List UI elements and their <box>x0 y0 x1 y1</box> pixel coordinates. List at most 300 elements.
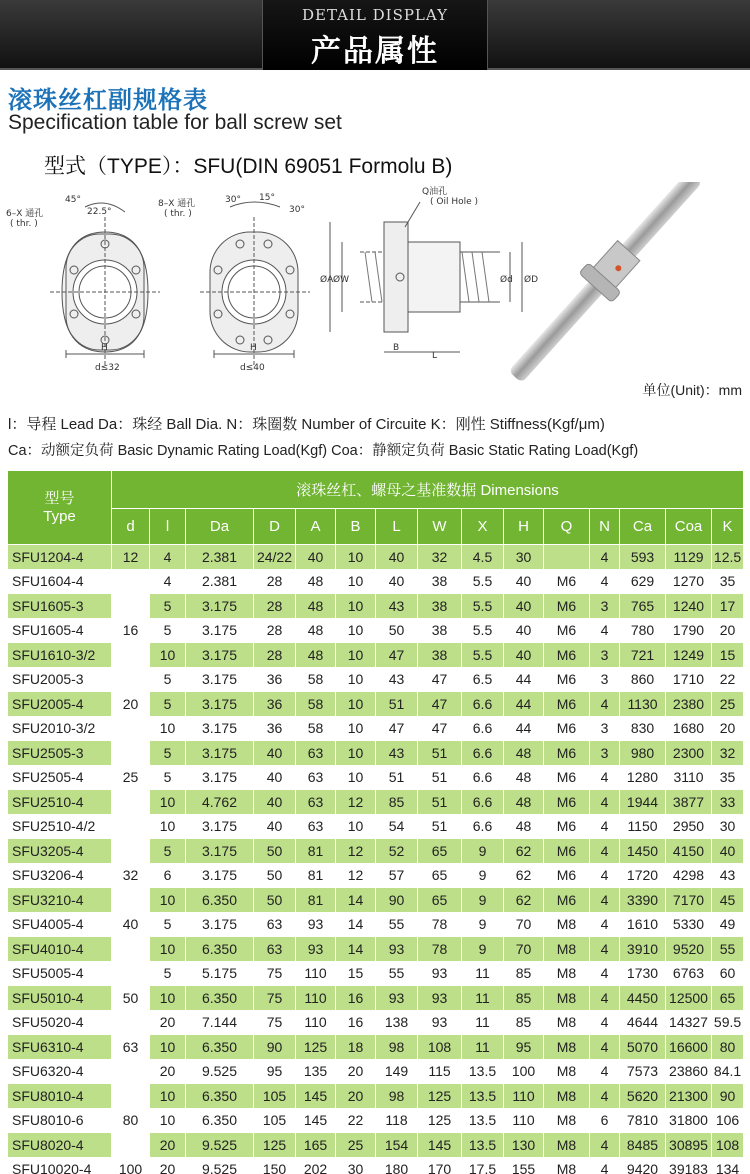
cell-da: 3.175 <box>186 667 254 692</box>
cell-l: 10 <box>150 1108 186 1133</box>
cell-k: 40 <box>712 839 744 864</box>
cell-w: 38 <box>418 594 462 619</box>
cell-da: 2.381 <box>186 545 254 570</box>
cell-h: 85 <box>504 1010 544 1035</box>
cell-ca: 3390 <box>620 888 666 913</box>
side-a: ØA <box>320 275 334 285</box>
cell-l: 10 <box>150 937 186 962</box>
table-row <box>8 1157 744 1174</box>
cell-n: 4 <box>590 1059 620 1084</box>
side-oil-en: ( Oil Hole ) <box>430 197 479 207</box>
cell-d: 50 <box>112 986 150 1011</box>
cell-a: 145 <box>296 1108 336 1133</box>
cell-h: 48 <box>504 765 544 790</box>
cell-da: 5.175 <box>186 961 254 986</box>
cell-w: 32 <box>418 545 462 570</box>
cell-h: 30 <box>504 545 544 570</box>
cell-l: 5 <box>150 839 186 864</box>
table-row <box>8 1059 744 1084</box>
cell-model: SFU10020-4 <box>8 1157 112 1174</box>
side-oil: Q油孔 <box>422 187 448 197</box>
cell-n: 3 <box>590 741 620 766</box>
column-header-ca: Ca <box>620 509 666 545</box>
cell-l: 5 <box>150 692 186 717</box>
cell-h: 44 <box>504 692 544 717</box>
legend-line-2: Ca：动额定负荷 Basic Dynamic Rating Load(Kgf) Coa：静额定负荷 Basic Static Rating Load(Kgf) <box>8 443 639 459</box>
cell-d: 90 <box>254 1035 296 1060</box>
cell-d: 50 <box>254 863 296 888</box>
cell-w: 51 <box>418 765 462 790</box>
cell-l: 85 <box>376 790 418 815</box>
cell-n: 6 <box>590 1108 620 1133</box>
cell-q: M8 <box>544 986 590 1011</box>
cell-d <box>112 839 150 864</box>
cell-model: SFU1204-4 <box>8 545 112 570</box>
cell-l: 5 <box>150 765 186 790</box>
cell-q: M8 <box>544 1010 590 1035</box>
cell-x: 5.5 <box>462 569 504 594</box>
cell-k: 55 <box>712 937 744 962</box>
cell-k: 12.5 <box>712 545 744 570</box>
table-row <box>8 618 744 643</box>
cell-coa: 1129 <box>666 545 712 570</box>
cell-n: 4 <box>590 1133 620 1158</box>
cell-da: 9.525 <box>186 1059 254 1084</box>
cell-k: 15 <box>712 643 744 668</box>
column-header-l: L <box>376 509 418 545</box>
cell-l: 43 <box>376 667 418 692</box>
table-row <box>8 716 744 741</box>
cell-q: M6 <box>544 839 590 864</box>
cell-l: 5 <box>150 961 186 986</box>
cell-h: 40 <box>504 594 544 619</box>
cell-b: 10 <box>336 667 376 692</box>
cell-w: 125 <box>418 1084 462 1109</box>
cell-w: 78 <box>418 912 462 937</box>
cell-b: 10 <box>336 814 376 839</box>
cell-h: 62 <box>504 839 544 864</box>
table-row <box>8 839 744 864</box>
cell-w: 115 <box>418 1059 462 1084</box>
cell-n: 4 <box>590 912 620 937</box>
cell-h: 130 <box>504 1133 544 1158</box>
fig1-holes: 6–X 通孔 <box>6 209 44 219</box>
fig2-holes-en: ( thr. ) <box>164 209 192 219</box>
cell-coa: 1680 <box>666 716 712 741</box>
cell-b: 25 <box>336 1133 376 1158</box>
banner-subtitle: DETAIL DISPLAY <box>301 6 449 24</box>
technical-drawing <box>0 182 750 382</box>
cell-x: 5.5 <box>462 594 504 619</box>
cell-n: 4 <box>590 863 620 888</box>
cell-d <box>112 814 150 839</box>
cell-l: 5 <box>150 618 186 643</box>
table-row <box>8 814 744 839</box>
cell-l: 40 <box>376 569 418 594</box>
cell-l: 93 <box>376 986 418 1011</box>
cell-a: 63 <box>296 814 336 839</box>
cell-l: 5 <box>150 912 186 937</box>
cell-d: 28 <box>254 594 296 619</box>
cell-q: M8 <box>544 961 590 986</box>
cell-w: 78 <box>418 937 462 962</box>
cell-a: 48 <box>296 594 336 619</box>
cell-k: 45 <box>712 888 744 913</box>
cell-h: 40 <box>504 569 544 594</box>
cell-d: 28 <box>254 618 296 643</box>
cell-coa: 6763 <box>666 961 712 986</box>
cell-x: 17.5 <box>462 1157 504 1174</box>
cell-h: 155 <box>504 1157 544 1174</box>
cell-w: 51 <box>418 790 462 815</box>
cell-q: M6 <box>544 594 590 619</box>
cell-l: 10 <box>150 1035 186 1060</box>
cell-q: M6 <box>544 692 590 717</box>
cell-l: 10 <box>150 1084 186 1109</box>
cell-h: 48 <box>504 814 544 839</box>
cell-d <box>112 667 150 692</box>
cell-h: 110 <box>504 1108 544 1133</box>
table-row <box>8 692 744 717</box>
cell-coa: 9520 <box>666 937 712 962</box>
side-dd: Ød <box>500 275 513 285</box>
cell-w: 125 <box>418 1108 462 1133</box>
cell-model: SFU3205-4 <box>8 839 112 864</box>
cell-a: 63 <box>296 741 336 766</box>
cell-da: 9.525 <box>186 1157 254 1174</box>
cell-da: 6.350 <box>186 937 254 962</box>
cell-a: 58 <box>296 667 336 692</box>
cell-h: 85 <box>504 986 544 1011</box>
cell-x: 5.5 <box>462 618 504 643</box>
cell-b: 10 <box>336 545 376 570</box>
cell-x: 6.6 <box>462 692 504 717</box>
table-row <box>8 741 744 766</box>
cell-b: 16 <box>336 986 376 1011</box>
header-dimensions: 滚珠丝杠、螺母之基准数据 Dimensions <box>112 471 744 509</box>
cell-d: 32 <box>112 863 150 888</box>
cell-da: 4.762 <box>186 790 254 815</box>
column-header-a: A <box>296 509 336 545</box>
cell-l: 6 <box>150 863 186 888</box>
cell-h: 40 <box>504 618 544 643</box>
cell-q: M8 <box>544 1133 590 1158</box>
cell-model: SFU1610-3/2 <box>8 643 112 668</box>
cell-l: 5 <box>150 594 186 619</box>
cell-a: 202 <box>296 1157 336 1174</box>
cell-h: 70 <box>504 937 544 962</box>
cell-h: 62 <box>504 888 544 913</box>
cell-q <box>544 545 590 570</box>
cell-ca: 7810 <box>620 1108 666 1133</box>
cell-h: 95 <box>504 1035 544 1060</box>
table-row <box>8 667 744 692</box>
column-header-w: W <box>418 509 462 545</box>
cell-ca: 780 <box>620 618 666 643</box>
cell-k: 65 <box>712 986 744 1011</box>
cell-l: 154 <box>376 1133 418 1158</box>
cell-b: 15 <box>336 961 376 986</box>
title-chinese: 滚珠丝杠副规格表 <box>8 86 208 114</box>
cell-d: 16 <box>112 618 150 643</box>
cell-da: 3.175 <box>186 692 254 717</box>
cell-a: 40 <box>296 545 336 570</box>
cell-ca: 3910 <box>620 937 666 962</box>
cell-n: 4 <box>590 790 620 815</box>
table-row <box>8 594 744 619</box>
cell-q: M8 <box>544 937 590 962</box>
cell-d: 40 <box>254 814 296 839</box>
cell-k: 22 <box>712 667 744 692</box>
cell-l: 180 <box>376 1157 418 1174</box>
cell-w: 65 <box>418 888 462 913</box>
cell-d: 95 <box>254 1059 296 1084</box>
cell-a: 135 <box>296 1059 336 1084</box>
cell-a: 110 <box>296 986 336 1011</box>
cell-a: 110 <box>296 961 336 986</box>
table-row <box>8 937 744 962</box>
cell-x: 4.5 <box>462 545 504 570</box>
cell-coa: 21300 <box>666 1084 712 1109</box>
cell-x: 11 <box>462 986 504 1011</box>
cell-a: 81 <box>296 839 336 864</box>
cell-model: SFU8010-6 <box>8 1108 112 1133</box>
cell-k: 134 <box>712 1157 744 1174</box>
cell-w: 93 <box>418 961 462 986</box>
cell-k: 49 <box>712 912 744 937</box>
cell-w: 65 <box>418 863 462 888</box>
cell-a: 125 <box>296 1035 336 1060</box>
cell-coa: 23860 <box>666 1059 712 1084</box>
cell-l: 90 <box>376 888 418 913</box>
cell-d: 105 <box>254 1108 296 1133</box>
cell-d <box>112 790 150 815</box>
cell-b: 22 <box>336 1108 376 1133</box>
cell-q: M6 <box>544 643 590 668</box>
cell-da: 3.175 <box>186 594 254 619</box>
table-row <box>8 961 744 986</box>
fig1-holes-en: ( thr. ) <box>10 219 38 229</box>
cell-n: 4 <box>590 937 620 962</box>
cell-model: SFU3206-4 <box>8 863 112 888</box>
header-banner <box>0 0 750 70</box>
cell-l: 93 <box>376 937 418 962</box>
cell-l: 5 <box>150 667 186 692</box>
cell-h: 100 <box>504 1059 544 1084</box>
cell-l: 149 <box>376 1059 418 1084</box>
cell-d <box>112 741 150 766</box>
cell-l: 50 <box>376 618 418 643</box>
cell-n: 4 <box>590 1084 620 1109</box>
column-header-q: Q <box>544 509 590 545</box>
cell-coa: 16600 <box>666 1035 712 1060</box>
cell-w: 38 <box>418 569 462 594</box>
drawing-svg <box>0 182 750 382</box>
cell-a: 48 <box>296 643 336 668</box>
cell-n: 4 <box>590 839 620 864</box>
cell-k: 33 <box>712 790 744 815</box>
cell-d: 105 <box>254 1084 296 1109</box>
cell-d: 36 <box>254 716 296 741</box>
table-row <box>8 888 744 913</box>
cell-da: 3.175 <box>186 716 254 741</box>
cell-l: 55 <box>376 912 418 937</box>
cell-w: 170 <box>418 1157 462 1174</box>
cell-l: 57 <box>376 863 418 888</box>
cell-d: 20 <box>112 692 150 717</box>
cell-x: 9 <box>462 888 504 913</box>
cell-k: 106 <box>712 1108 744 1133</box>
cell-coa: 4150 <box>666 839 712 864</box>
unit-label: 单位(Unit)：mm <box>642 382 742 398</box>
cell-h: 48 <box>504 741 544 766</box>
column-header-da: Da <box>186 509 254 545</box>
cell-d: 63 <box>254 912 296 937</box>
cell-l: 5 <box>150 741 186 766</box>
cell-a: 81 <box>296 888 336 913</box>
cell-coa: 1790 <box>666 618 712 643</box>
cell-x: 5.5 <box>462 643 504 668</box>
cell-da: 6.350 <box>186 986 254 1011</box>
table-row <box>8 986 744 1011</box>
fig1-d: d≤32 <box>95 363 120 373</box>
fig2-d: d≤40 <box>240 363 265 373</box>
cell-ca: 629 <box>620 569 666 594</box>
cell-l: 10 <box>150 643 186 668</box>
side-w: ØW <box>333 275 349 285</box>
cell-model: SFU8010-4 <box>8 1084 112 1109</box>
cell-b: 20 <box>336 1084 376 1109</box>
cell-d: 75 <box>254 986 296 1011</box>
cell-ca: 1450 <box>620 839 666 864</box>
cell-coa: 5330 <box>666 912 712 937</box>
cell-model: SFU4005-4 <box>8 912 112 937</box>
cell-d: 100 <box>112 1157 150 1174</box>
cell-k: 43 <box>712 863 744 888</box>
cell-d <box>112 1133 150 1158</box>
cell-q: M6 <box>544 814 590 839</box>
cell-coa: 1270 <box>666 569 712 594</box>
table-row <box>8 643 744 668</box>
table-row <box>8 569 744 594</box>
cell-q: M6 <box>544 741 590 766</box>
fig1-angle-top: 45° <box>65 195 81 205</box>
column-header-d: D <box>254 509 296 545</box>
cell-n: 4 <box>590 1157 620 1174</box>
cell-coa: 1710 <box>666 667 712 692</box>
table-row <box>8 1035 744 1060</box>
cell-w: 51 <box>418 814 462 839</box>
cell-ca: 1150 <box>620 814 666 839</box>
cell-w: 145 <box>418 1133 462 1158</box>
cell-h: 62 <box>504 863 544 888</box>
cell-d: 36 <box>254 667 296 692</box>
cell-n: 4 <box>590 692 620 717</box>
cell-x: 13.5 <box>462 1108 504 1133</box>
cell-l: 51 <box>376 692 418 717</box>
cell-b: 10 <box>336 741 376 766</box>
table-row <box>8 1133 744 1158</box>
cell-da: 6.350 <box>186 888 254 913</box>
cell-q: M6 <box>544 569 590 594</box>
cell-a: 145 <box>296 1084 336 1109</box>
cell-b: 10 <box>336 594 376 619</box>
cell-n: 3 <box>590 594 620 619</box>
cell-l: 10 <box>150 814 186 839</box>
cell-da: 3.175 <box>186 839 254 864</box>
cell-d: 75 <box>254 961 296 986</box>
cell-x: 6.6 <box>462 716 504 741</box>
cell-w: 93 <box>418 986 462 1011</box>
cell-q: M8 <box>544 1059 590 1084</box>
cell-da: 3.175 <box>186 863 254 888</box>
table-body <box>8 545 744 1174</box>
cell-l: 20 <box>150 1157 186 1174</box>
cell-l: 118 <box>376 1108 418 1133</box>
cell-da: 9.525 <box>186 1133 254 1158</box>
cell-da: 2.381 <box>186 569 254 594</box>
banner-title: 产品属性 <box>311 34 439 69</box>
cell-l: 20 <box>150 1010 186 1035</box>
cell-coa: 14327 <box>666 1010 712 1035</box>
cell-k: 84.1 <box>712 1059 744 1084</box>
cell-coa: 1249 <box>666 643 712 668</box>
cell-q: M8 <box>544 1108 590 1133</box>
cell-b: 12 <box>336 863 376 888</box>
cell-l: 10 <box>150 888 186 913</box>
cell-model: SFU5005-4 <box>8 961 112 986</box>
cell-ca: 1280 <box>620 765 666 790</box>
cell-n: 4 <box>590 888 620 913</box>
table-row <box>8 863 744 888</box>
cell-l: 54 <box>376 814 418 839</box>
cell-l: 52 <box>376 839 418 864</box>
cell-h: 48 <box>504 790 544 815</box>
cell-l: 47 <box>376 643 418 668</box>
cell-a: 81 <box>296 863 336 888</box>
cell-l: 43 <box>376 594 418 619</box>
cell-k: 17 <box>712 594 744 619</box>
cell-k: 35 <box>712 765 744 790</box>
cell-ca: 1130 <box>620 692 666 717</box>
cell-h: 85 <box>504 961 544 986</box>
cell-x: 13.5 <box>462 1084 504 1109</box>
cell-q: M6 <box>544 863 590 888</box>
cell-model: SFU5010-4 <box>8 986 112 1011</box>
cell-q: M6 <box>544 765 590 790</box>
cell-d <box>112 1059 150 1084</box>
cell-ca: 765 <box>620 594 666 619</box>
cell-coa: 7170 <box>666 888 712 913</box>
column-header-l: l <box>150 509 186 545</box>
cell-b: 12 <box>336 790 376 815</box>
cell-b: 10 <box>336 765 376 790</box>
cell-a: 58 <box>296 692 336 717</box>
cell-d: 125 <box>254 1133 296 1158</box>
cell-x: 11 <box>462 1010 504 1035</box>
cell-model: SFU3210-4 <box>8 888 112 913</box>
cell-q: M8 <box>544 1157 590 1174</box>
column-header-n: N <box>590 509 620 545</box>
cell-a: 48 <box>296 569 336 594</box>
cell-a: 93 <box>296 912 336 937</box>
cell-l: 47 <box>376 716 418 741</box>
cell-a: 58 <box>296 716 336 741</box>
cell-n: 4 <box>590 545 620 570</box>
cell-coa: 3877 <box>666 790 712 815</box>
side-dD: ØD <box>524 275 539 285</box>
cell-model: SFU2510-4/2 <box>8 814 112 839</box>
